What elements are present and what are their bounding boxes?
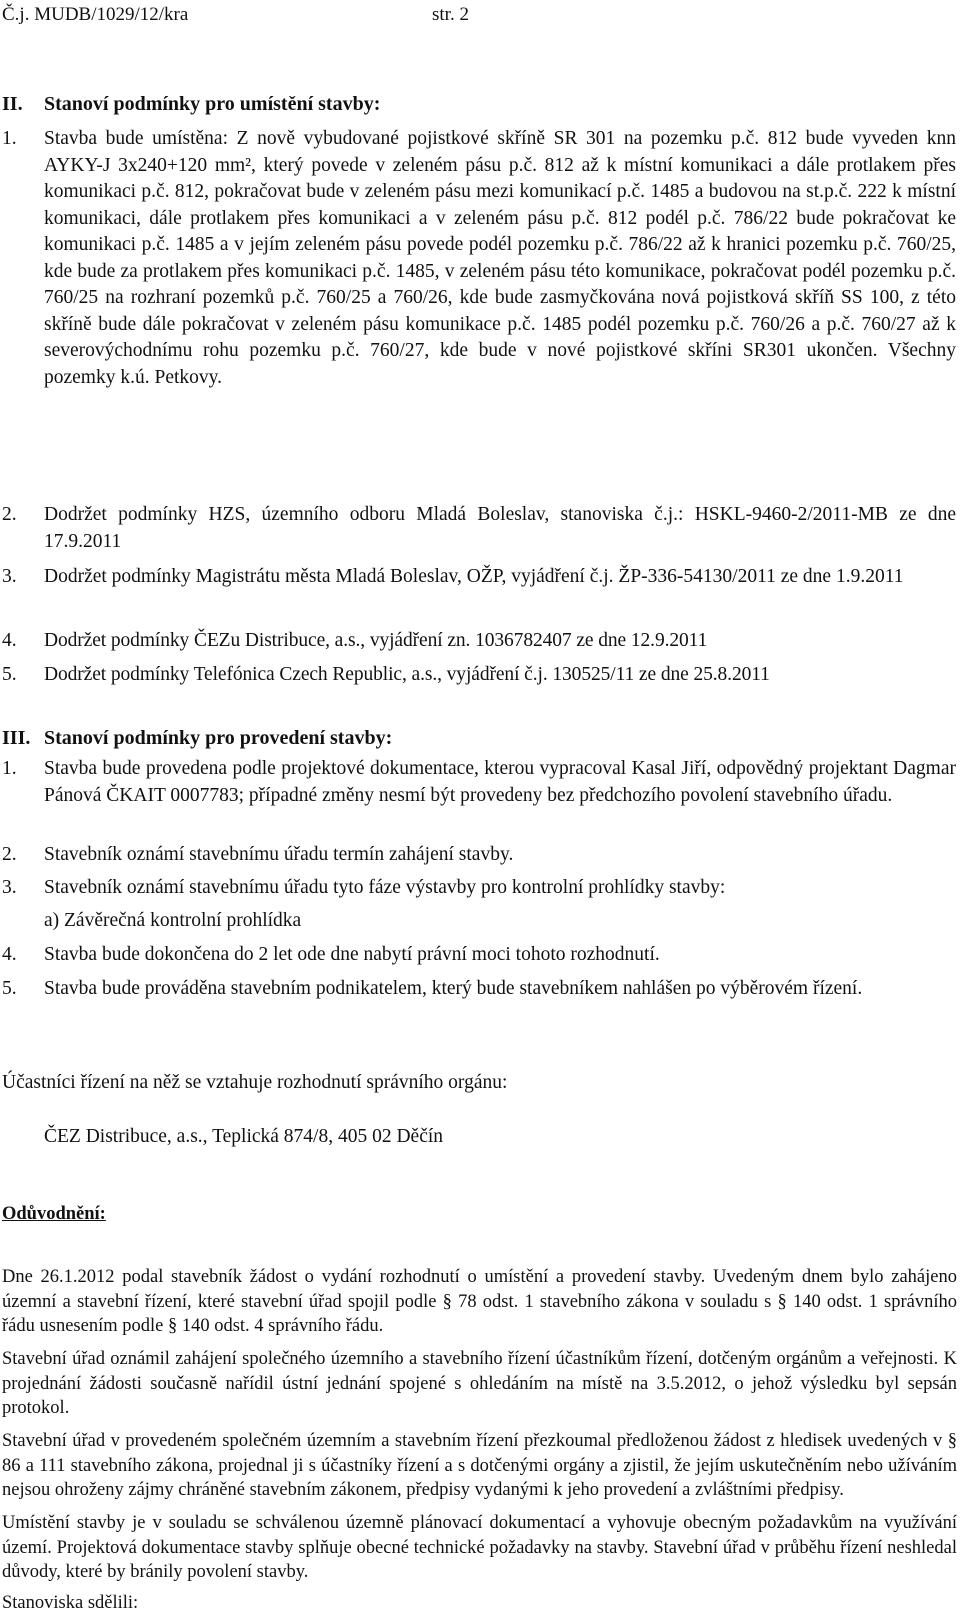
item-text: Stavebník oznámí stavebnímu úřadu termín zahájení stavby. [44,844,514,865]
participants-label: Účastníci řízení na něž se vztahuje rozhodnutí správního orgánu: [2,1072,508,1093]
section-3-subitem-a: a) Závěrečná kontrolní prohlídka [44,910,302,931]
section-3-heading [2,726,392,750]
reasoning-paragraph-3: Stavební úřad v provedeném společném územním a stavebním řízení přezkoumal předloženou žádost z hledisek uvedených v § 86 a 111 stavebního zákona, projednal ji s účastníky řízení a s dotčenými orgány a zjistil, že jejím uskutečněním nebo užíváním nejsou ohroženy zájmy chráněné stavebním zákonem, předpisy vydanými k jeho provedení a zvláštními předpisy. [2,1431,957,1500]
item-text: Dodržet podmínky Telefónica Czech Republic, a.s., vyjádření č.j. 130525/11 ze dne 25.8.2011 [44,664,770,685]
item-number: 2. [2,504,17,525]
section-2-number: II. [2,93,23,115]
section-2-heading [2,92,380,116]
reasoning-closing: Stanoviska sdělili: [2,1593,139,1613]
section-3-title: Stanoví podmínky pro provedení stavby: [44,727,393,749]
reasoning-paragraph-4: Umístění stavby je v souladu se schválenou územně plánovací dokumentací a vyhovuje obecným požadavkům na využívání území. Projektová dokumentace stavby splňuje obecné technické požadavky na stavby. Stavební úřad v průběhu řízení neshledal důvody, které by bránily povolení stavby. [2,1513,957,1582]
reasoning-paragraph-2: Stavební úřad oznámil zahájení společného územního a stavebního řízení účastníkům řízení, dotčeným orgánům a veřejnosti. K projednání žádosti současně nařídil ústní jednání spojené s ohledáním na místě na 3.5.2012, o jehož výsledku byl sepsán protokol. [2,1349,957,1418]
item-text: Stavba bude dokončena do 2 let ode dne nabytí právní moci tohoto rozhodnutí. [44,944,660,965]
reference-number: Č.j. MUDB/1029/12/kra [2,4,189,25]
reasoning-heading: Odůvodnění: [2,1204,106,1224]
item-text: Stavebník oznámí stavebnímu úřadu tyto fáze výstavby pro kontrolní prohlídky stavby: [44,877,726,898]
item-text: Dodržet podmínky ČEZu Distribuce, a.s., vyjádření zn. 1036782407 ze dne 12.9.2011 [44,630,708,651]
reasoning-paragraph-1: Dne 26.1.2012 podal stavebník žádost o vydání rozhodnutí o umístění a provedení stavby. Uvedeným dnem bylo zahájeno územní a stavební řízení, které stavební úřad spojil podle § 78 odst. 1 stavebního zákona v souladu s § 140 odst. 1 správního řádu usnesením podle § 140 odst. 4 správního řádu. [2,1267,957,1336]
page-number: str. 2 [432,4,469,25]
page-header [2,4,469,26]
item-number: 4. [2,630,17,651]
section-3-number: III. [2,727,31,749]
item-number: 2. [2,844,17,865]
item-text: Stavba bude umístěna: Z nově vybudované pojistkové skříně SR 301 na pozemku p.č. 812 bude vyveden knn AYKY-J 3x240+120 mm², který povede v zeleném pásu p.č. 812 až k místní komunikaci a dále protlakem přes komunikaci p.č. 812, pokračovat bude v zeleném pásu mezi komunikací p.č. 1485 a budovou na st.p.č. 222 k místní komunikaci, dále protlakem přes komunikaci a v zeleném pásu p.č. 812 podél p.č. 786/22 bude pokračovat ke komunikaci p.č. 1485 a v jejím zeleném pásu povede podél pozemku p.č. 786/22 až k hranici pozemku p.č. 760/25, kde bude za protlakem přes komunikaci p.č. 1485, v zeleném pásu této komunikace, pokračovat podél pozemku p.č. 760/25 na rozhraní pozemků p.č. 760/25 a 760/26, kde bude zasmyčkována nová pojistková skříň SS 100, z této skříně bude dále pokračovat v zeleném pásu komunikace p.č. 1485 podél pozemku p.č. 760/26 a p.č. 760/27 až k severovýchodnímu rohu pozemku p.č. 760/27, kde bude v nové pojistkové skříni SR301 ukončen. Všechny pozemky k.ú. Petkovy. [44,128,956,388]
item-number: 5. [2,664,17,685]
item-text: Dodržet podmínky Magistrátu města Mladá Boleslav, OŽP, vyjádření č.j. ŽP-336-54130/2011 ze dne 1.9.2011 [44,566,904,587]
item-number: 1. [2,128,17,149]
item-number: 4. [2,944,17,965]
item-number: 1. [2,758,17,779]
item-text: Stavba bude provedena podle projektové dokumentace, kterou vypracoval Kasal Jiří, odpovědný projektant Dagmar Pánová ČKAIT 0007783; případné změny nesmí být provedeny bez předchozího povolení stavebního úřadu. [44,758,956,806]
item-number: 3. [2,566,17,587]
item-number: 3. [2,877,17,898]
section-2-title: Stanoví podmínky pro umístění stavby: [44,93,381,115]
item-text: Stavba bude prováděna stavebním podnikatelem, který bude stavebníkem nahlášen po výběrovém řízení. [44,978,863,999]
participant-entity: ČEZ Distribuce, a.s., Teplická 874/8, 405 02 Děčín [44,1126,444,1147]
item-number: 5. [2,978,17,999]
item-text: Dodržet podmínky HZS, územního odboru Mladá Boleslav, stanoviska č.j.: HSKL-9460-2/2011-MB ze dne 17.9.2011 [44,504,956,552]
